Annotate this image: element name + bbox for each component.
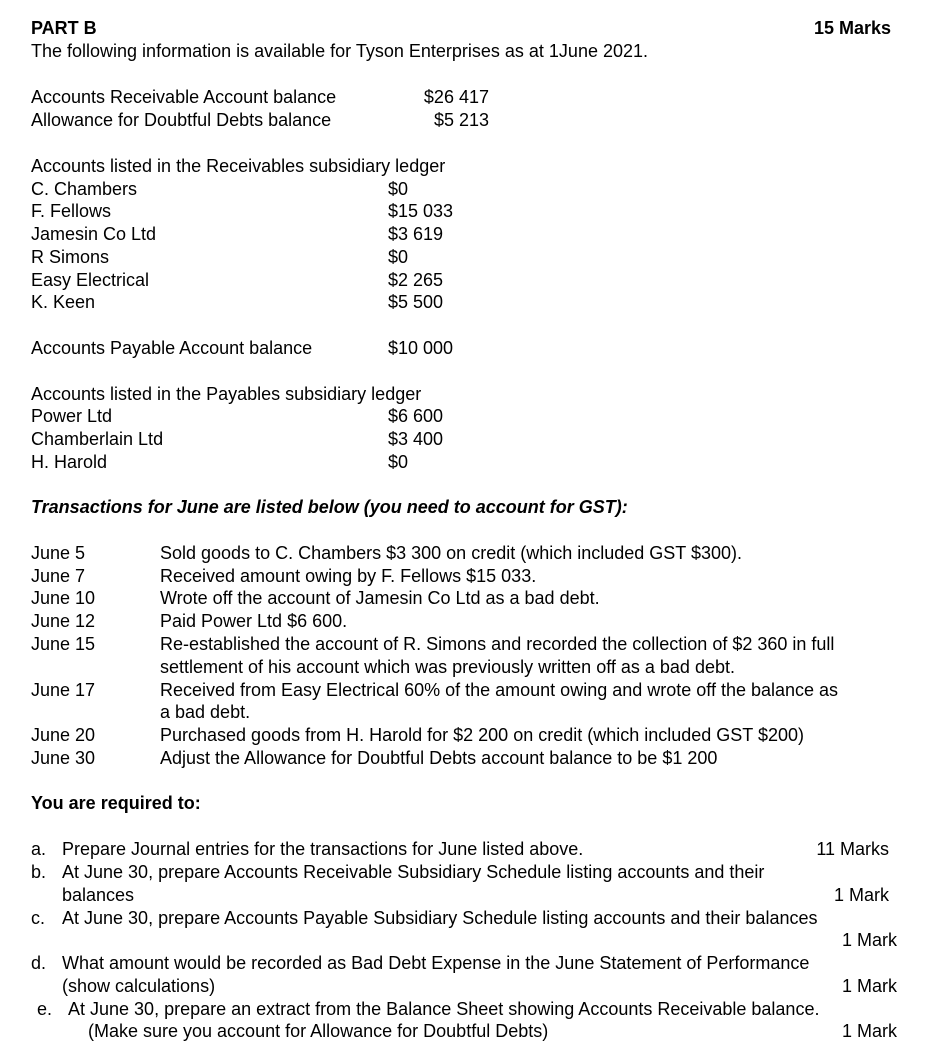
transaction-date: June 15 xyxy=(31,634,96,654)
receivable-name: R Simons xyxy=(31,247,110,267)
question-b-text: At June 30, prepare Accounts Receivable Subsidiary Schedule listing accounts and their xyxy=(62,862,765,882)
transaction-text: Wrote off the account of Jamesin Co Ltd as a bad debt. xyxy=(160,588,600,608)
transaction-text: Purchased goods from H. Harold for $2 200 on credit (which included GST $200) xyxy=(160,725,805,745)
ar-balance-label: Accounts Receivable Account balance xyxy=(31,87,337,107)
question-label: c. xyxy=(31,908,46,928)
transaction-date: June 30 xyxy=(31,748,96,768)
receivable-amount: $0 xyxy=(388,179,409,199)
question-c-marks: 1 Mark xyxy=(841,930,897,950)
transaction-text: Paid Power Ltd $6 600. xyxy=(160,611,348,631)
payable-amount: $0 xyxy=(388,452,409,472)
transaction-text: Received amount owing by F. Fellows $15 033. xyxy=(160,566,537,586)
question-label: a. xyxy=(31,839,47,859)
transaction-text: Received from Easy Electrical 60% of the amount owing and wrote off the balance as xyxy=(160,680,839,700)
transaction-date: June 12 xyxy=(31,611,96,631)
ap-balance-label: Accounts Payable Account balance xyxy=(31,338,313,358)
transaction-text: Sold goods to C. Chambers $3 300 on credit (which included GST $300). xyxy=(160,543,742,563)
question-c-text: At June 30, prepare Accounts Payable Subsidiary Schedule listing accounts and their balances xyxy=(62,908,818,928)
required-heading: You are required to: xyxy=(31,793,201,813)
question-a-marks: 11 Marks xyxy=(816,839,889,859)
question-a-text: Prepare Journal entries for the transactions for June listed above. xyxy=(62,839,584,859)
receivable-name: F. Fellows xyxy=(31,201,112,221)
payables-ledger-title: Accounts listed in the Payables subsidiary ledger xyxy=(31,384,422,404)
payable-amount: $3 400 xyxy=(388,429,444,449)
transaction-date: June 7 xyxy=(31,566,86,586)
transaction-text: Re-established the account of R. Simons and recorded the collection of $2 360 in full xyxy=(160,634,835,654)
receivable-amount: $3 619 xyxy=(388,224,444,244)
transaction-text: a bad debt. xyxy=(160,702,251,722)
receivable-name: C. Chambers xyxy=(31,179,138,199)
receivable-amount: $0 xyxy=(388,247,409,267)
question-label: b. xyxy=(31,862,47,882)
part-title: PART B xyxy=(31,18,97,38)
receivable-name: Jamesin Co Ltd xyxy=(31,224,157,244)
receivable-amount: $2 265 xyxy=(388,270,444,290)
ap-balance-amount: $10 000 xyxy=(388,338,454,358)
question-e-marks: 1 Mark xyxy=(841,1021,897,1041)
transaction-date: June 5 xyxy=(31,543,86,563)
receivables-ledger-title: Accounts listed in the Receivables subsidiary ledger xyxy=(31,156,446,176)
transaction-date: June 10 xyxy=(31,588,96,608)
question-d-text: What amount would be recorded as Bad Debt Expense in the June Statement of Performance xyxy=(62,953,810,973)
allowance-balance-amount: $5 213 xyxy=(433,110,489,130)
payable-name: Power Ltd xyxy=(31,406,113,426)
payable-name: Chamberlain Ltd xyxy=(31,429,164,449)
total-marks: 15 Marks xyxy=(813,18,891,38)
question-label: d. xyxy=(31,953,47,973)
receivable-amount: $5 500 xyxy=(388,292,444,312)
receivable-name: Easy Electrical xyxy=(31,270,150,290)
question-b-marks: 1 Mark xyxy=(833,885,889,905)
question-label: e. xyxy=(37,999,53,1019)
receivable-name: K. Keen xyxy=(31,292,96,312)
intro-text: The following information is available for Tyson Enterprises as at 1June 2021. xyxy=(31,41,649,61)
transactions-heading: Transactions for June are listed below (you need to account for GST): xyxy=(31,497,628,517)
transaction-date: June 17 xyxy=(31,680,96,700)
payable-name: H. Harold xyxy=(31,452,108,472)
question-b-text: balances xyxy=(62,885,135,905)
allowance-balance-label: Allowance for Doubtful Debts balance xyxy=(31,110,332,130)
transaction-date: June 20 xyxy=(31,725,96,745)
ar-balance-amount: $26 417 xyxy=(423,87,489,107)
transaction-text: settlement of his account which was previously written off as a bad debt. xyxy=(160,657,735,677)
question-d-text: (show calculations) xyxy=(62,976,216,996)
payable-amount: $6 600 xyxy=(388,406,444,426)
question-e-text: (Make sure you account for Allowance for Doubtful Debts) xyxy=(88,1021,549,1041)
receivable-amount: $15 033 xyxy=(388,201,454,221)
transaction-text: Adjust the Allowance for Doubtful Debts account balance to be $1 200 xyxy=(160,748,718,768)
question-e-text: At June 30, prepare an extract from the Balance Sheet showing Accounts Receivable balance. xyxy=(68,999,820,1019)
question-d-marks: 1 Mark xyxy=(841,976,897,996)
